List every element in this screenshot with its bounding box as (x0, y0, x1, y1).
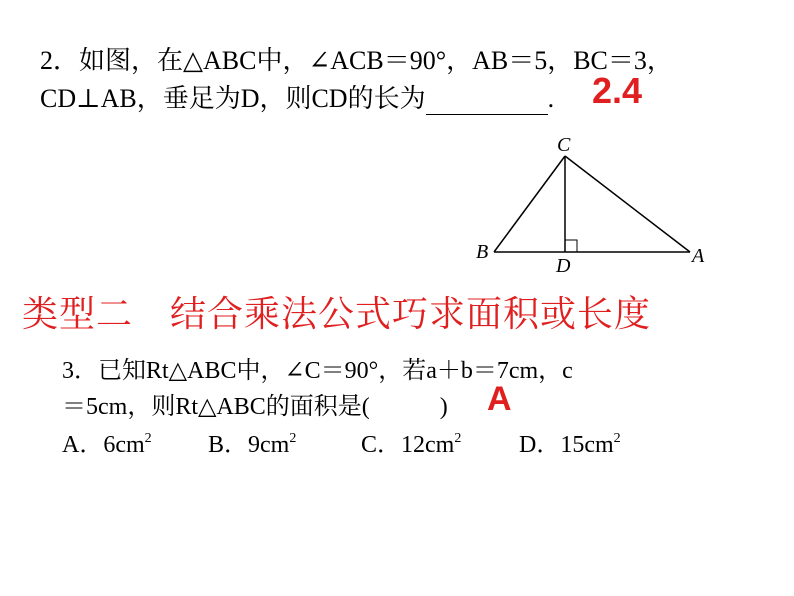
question3-line2 (62, 386, 448, 421)
question3-answer: A (487, 380, 512, 418)
label-b: B (476, 241, 489, 263)
question2-period: . (547, 84, 555, 113)
option-a: A．$6cm^2$ (62, 431, 152, 458)
option-d: D．$15cm^2$ (519, 431, 621, 458)
label-d: D (556, 255, 571, 277)
label-c: C (557, 134, 571, 156)
question2-answer: 2.4 (592, 70, 643, 111)
question3-options (62, 424, 621, 459)
question3-close-paren: ) (439, 394, 448, 420)
option-b: B．$9cm^2$ (208, 431, 297, 458)
question2-line1: 2．如图，在△ABC中，∠ACB＝90°，AB＝5，BC＝3， (40, 46, 673, 75)
right-angle-mark (565, 240, 577, 252)
question3-line1: 3．已知Rt△ABC中，∠C＝90°，若a＋b＝7cm，c (62, 358, 573, 384)
side-ca (565, 156, 690, 252)
section-heading: 类型二 结合乘法公式巧求面积或长度 (22, 294, 652, 335)
question3-line2-text: ＝5cm，则Rt△ABC的面积是( (62, 394, 370, 420)
label-a: A (692, 245, 705, 267)
side-bc (494, 156, 565, 252)
option-c: C．$12cm^2$ (361, 431, 462, 458)
question2-line2-text: CD⊥AB，垂足为D，则CD的长为 (40, 84, 426, 113)
